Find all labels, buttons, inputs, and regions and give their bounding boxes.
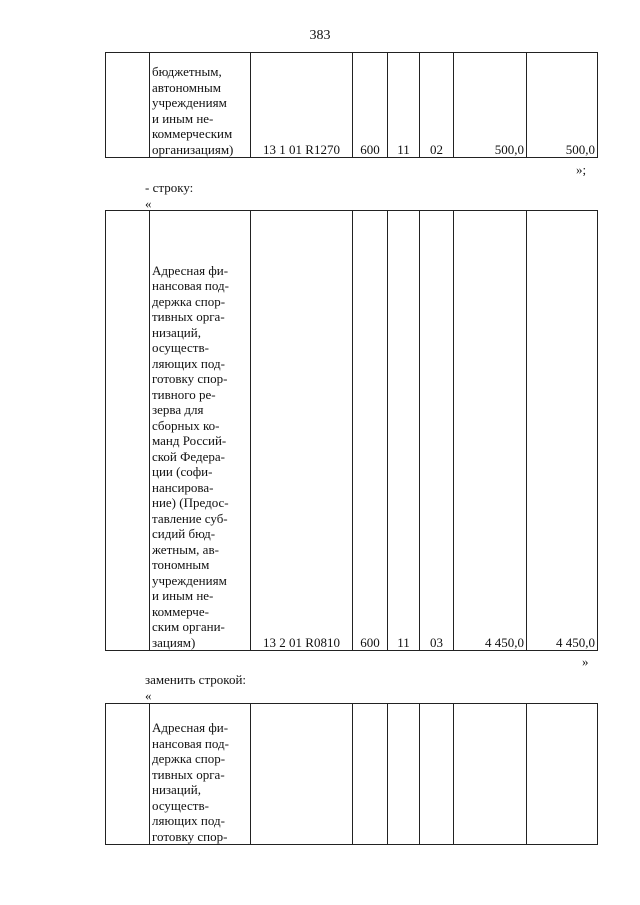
amount-1: 500,0 [454,53,527,158]
amount-2: 500,0 [527,53,598,158]
amount-1 [454,704,527,845]
page-number: 383 [309,28,331,43]
row-name: Адресная фи- нансовая под- держка спор- тивных орга- низаций, осуществ- ляющих под- готовку спор- тивного ре- зерва для сборных ко- манд Россий- ской Федера- ции (софи- нансирова- ние) (Предос- тавление суб- сидий бюд- жетным, ав- тономным учреждениям и иным не- коммерче- ским органи- зациям) [150,211,251,651]
budget-table-row-3 [105,703,598,845]
budget-table-row-2 [105,210,598,651]
empty-cell [106,211,150,651]
budget-table-row-1 [105,52,598,158]
row-name: бюджетным, автономным учреждениям и иным не- коммерческим организациям) [150,53,251,158]
section-code: 11 [388,53,420,158]
expense-type [353,704,388,845]
opening-quote-2: « [145,688,152,703]
section-code: 11 [388,211,420,651]
amount-2: 4 450,0 [527,211,598,651]
amount-2 [527,704,598,845]
subsection-code: 02 [420,53,454,158]
instruction-row: - строку: [145,180,194,195]
closing-quote-2: » [582,654,589,669]
target-code [251,704,353,845]
target-code: 13 1 01 R1270 [251,53,353,158]
empty-cell [106,53,150,158]
expense-type: 600 [353,211,388,651]
empty-cell [106,704,150,845]
instruction-replace: заменить строкой: [145,672,247,687]
section-code [388,704,420,845]
closing-quote-1: »; [576,162,587,177]
subsection-code: 03 [420,211,454,651]
subsection-code [420,704,454,845]
expense-type: 600 [353,53,388,158]
amount-1: 4 450,0 [454,211,527,651]
opening-quote-1: « [145,196,152,211]
target-code: 13 2 01 R0810 [251,211,353,651]
row-name: Адресная фи- нансовая под- держка спор- тивных орга- низаций, осуществ- ляющих под- готовку спор- [150,704,251,845]
